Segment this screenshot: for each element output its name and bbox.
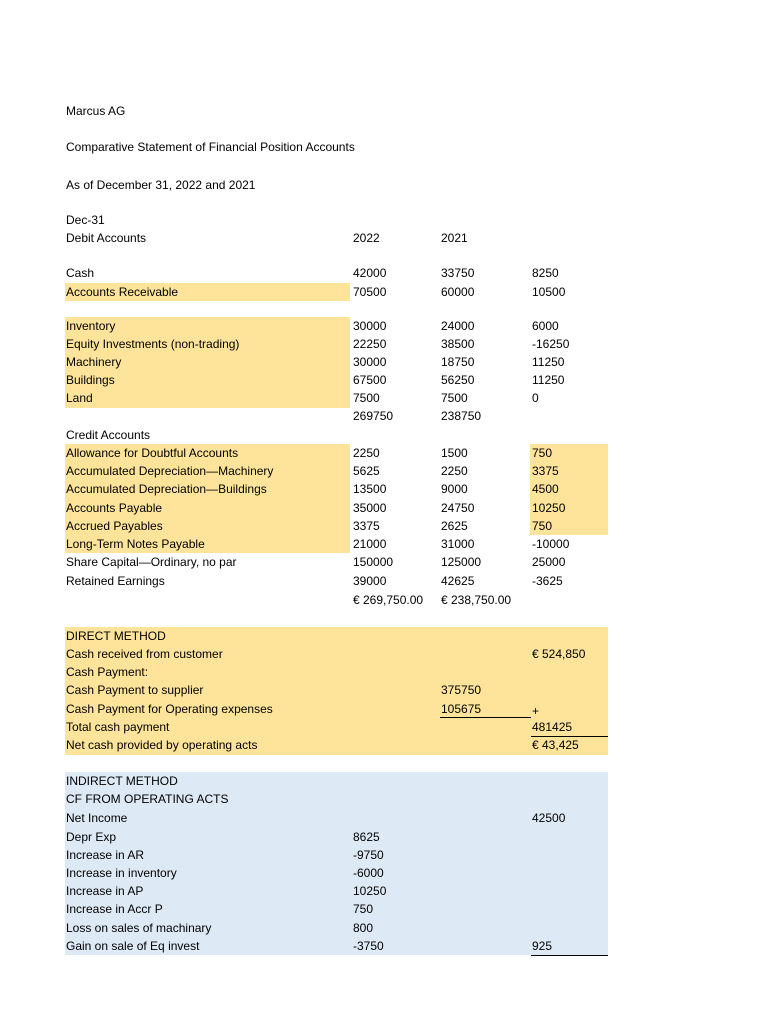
debit-row-2021: 38500 [441, 337, 475, 351]
date-label: Dec-31 [66, 213, 105, 227]
credit-row-label: Accounts Payable [66, 501, 163, 515]
credit-row-2022: 39000 [353, 574, 387, 588]
cf-operating-heading: CF FROM OPERATING ACTS [66, 792, 229, 806]
debit-row-label: Accounts Receivable [66, 285, 179, 299]
debit-row-2022: 67500 [353, 373, 387, 387]
adjustment-label: Depr Exp [66, 830, 117, 844]
credit-row-2021: 1500 [441, 446, 468, 460]
net-income-value: 42500 [532, 811, 566, 825]
cash-payment-label: Cash Payment: [66, 665, 149, 679]
supplier-payment-value: 375750 [441, 683, 482, 697]
adjustment-label: Increase in AP [66, 884, 144, 898]
adjustment-label: Loss on sales of machinary [66, 921, 212, 935]
credit-total-2022: € 269,750.00 [353, 593, 424, 607]
credit-row-diff: -3625 [532, 574, 563, 588]
debit-row-diff: -16250 [532, 337, 570, 351]
adjustment-total-value: 925 [532, 939, 553, 953]
credit-row-diff: -10000 [532, 537, 570, 551]
adjustment-value: 750 [353, 902, 374, 916]
debit-heading: Debit Accounts [66, 231, 147, 245]
debit-row-diff: 6000 [532, 319, 559, 333]
credit-row-label: Accumulated Depreciation—Machinery [66, 464, 274, 478]
cash-received-label: Cash received from customer [66, 647, 223, 661]
debit-row-2022: 42000 [353, 266, 387, 280]
debit-row-diff: 10500 [532, 285, 566, 299]
credit-row-2021: 31000 [441, 537, 475, 551]
debit-row-label: Machinery [66, 355, 122, 369]
credit-row-diff: 750 [532, 519, 553, 533]
debit-row-diff: 11250 [532, 355, 565, 369]
adjustment-value: -6000 [353, 866, 384, 880]
credit-row-label: Retained Earnings [66, 574, 165, 588]
credit-row-2021: 2250 [441, 464, 468, 478]
plus-sign: + [532, 704, 540, 718]
debit-row-2021: 7500 [441, 391, 468, 405]
adjustment-value: -9750 [353, 848, 384, 862]
indirect-method-heading: INDIRECT METHOD [66, 774, 178, 788]
total-cash-payment-label: Total cash payment [66, 720, 170, 734]
credit-row-label: Accumulated Depreciation—Buildings [66, 482, 267, 496]
adjustment-label: Gain on sale of Eq invest [66, 939, 200, 953]
adjustment-label: Increase in AR [66, 848, 145, 862]
net-cash-value: € 43,425 [532, 738, 579, 752]
opex-underline [440, 717, 531, 718]
debit-row-diff: 0 [532, 391, 539, 405]
opex-payment-label: Cash Payment for Operating expenses [66, 702, 273, 716]
debit-row-diff: 11250 [532, 373, 565, 387]
adjustment-label: Increase in Accr P [66, 902, 163, 916]
credit-row-2022: 150000 [353, 555, 394, 569]
debit-row-2022: 30000 [353, 319, 387, 333]
debit-row-2021: 33750 [441, 266, 475, 280]
credit-row-label: Long-Term Notes Payable [66, 537, 205, 551]
credit-row-diff: 3375 [532, 464, 559, 478]
credit-row-2021: 9000 [441, 482, 468, 496]
debit-row-2022: 7500 [353, 391, 380, 405]
debit-row-2021: 60000 [441, 285, 475, 299]
column-2021: 2021 [441, 231, 468, 245]
adjustment-label: Increase in inventory [66, 866, 177, 880]
credit-row-diff: 25000 [532, 555, 566, 569]
debit-row-2021: 24000 [441, 319, 475, 333]
debit-row-2022: 22250 [353, 337, 387, 351]
debit-row-2022: 30000 [353, 355, 387, 369]
credit-row-label: Share Capital—Ordinary, no par [66, 555, 237, 569]
debit-row-2021: 56250 [441, 373, 475, 387]
credit-heading: Credit Accounts [66, 428, 151, 442]
debit-row-label: Equity Investments (non-trading) [66, 337, 240, 351]
credit-row-diff: 4500 [532, 482, 559, 496]
column-2022: 2022 [353, 231, 380, 245]
credit-row-2022: 13500 [353, 482, 387, 496]
debit-total-2022: 269750 [353, 409, 394, 423]
credit-total-2021: € 238,750.00 [441, 593, 512, 607]
adjustment-value: 8625 [353, 830, 380, 844]
adjustment-total-underline [531, 955, 608, 956]
credit-row-2022: 35000 [353, 501, 387, 515]
credit-row-2021: 42625 [441, 574, 475, 588]
debit-row-diff: 8250 [532, 266, 559, 280]
credit-row-2022: 2250 [353, 446, 380, 460]
total-cash-payment-value: 481425 [532, 720, 573, 734]
credit-row-2022: 5625 [353, 464, 380, 478]
credit-row-diff: 750 [532, 446, 553, 460]
debit-row-label: Buildings [66, 373, 115, 387]
credit-row-2021: 2625 [441, 519, 468, 533]
opex-payment-value: 105675 [441, 702, 482, 716]
credit-row-label: Accrued Payables [66, 519, 163, 533]
net-cash-label: Net cash provided by operating acts [66, 738, 258, 752]
net-income-label: Net Income [66, 811, 128, 825]
direct-method-heading: DIRECT METHOD [66, 629, 166, 643]
adjustment-value: -3750 [353, 939, 384, 953]
debit-row-label: Inventory [66, 319, 116, 333]
credit-row-2021: 125000 [441, 555, 482, 569]
supplier-payment-label: Cash Payment to supplier [66, 683, 204, 697]
debit-row-2021: 18750 [441, 355, 475, 369]
cash-received-value: € 524,850 [532, 647, 586, 661]
adjustment-value: 10250 [353, 884, 387, 898]
debit-row-label: Cash [66, 266, 95, 280]
debit-row-label: Land [66, 391, 93, 405]
credit-row-2022: 3375 [353, 519, 380, 533]
statement-period: As of December 31, 2022 and 2021 [66, 178, 256, 192]
debit-row-2022: 70500 [353, 285, 387, 299]
debit-total-2021: 238750 [441, 409, 482, 423]
credit-row-2021: 24750 [441, 501, 475, 515]
statement-title: Comparative Statement of Financial Position Accounts [66, 140, 355, 154]
credit-row-diff: 10250 [532, 501, 566, 515]
adjustment-value: 800 [353, 921, 374, 935]
credit-row-label: Allowance for Doubtful Accounts [66, 446, 239, 460]
credit-row-2022: 21000 [353, 537, 387, 551]
company-name: Marcus AG [66, 104, 126, 118]
